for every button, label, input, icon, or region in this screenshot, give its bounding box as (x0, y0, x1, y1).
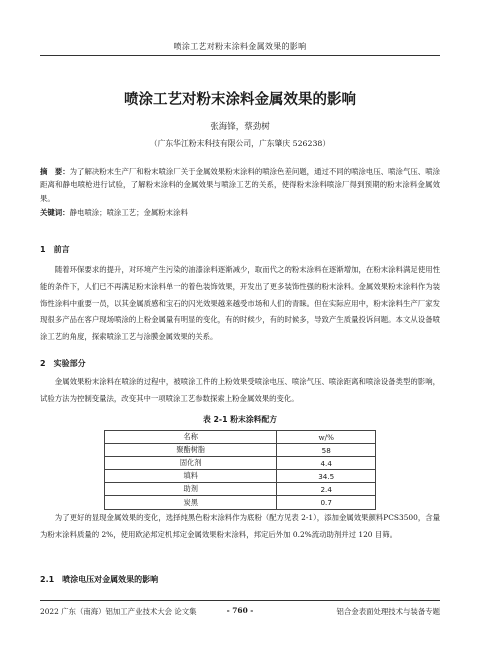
paper-title: 喷涂工艺对粉末涂料金属效果的影响 (124, 92, 356, 108)
table-cell-name: 聚酯树脂 (105, 444, 277, 457)
table-row (105, 483, 376, 496)
page-number: - 760 - (226, 606, 254, 615)
footer-topic: 铝合金表面处理技术与装备专题 (336, 607, 440, 616)
keywords-label: 关键词： (40, 208, 70, 217)
table-cell-value: 2.4 (277, 483, 376, 496)
authors: 张海锋，蔡劲树 (210, 122, 270, 132)
table-cell-value: 58 (277, 444, 376, 457)
table-cell-name: 助剂 (105, 483, 277, 496)
table-cell-value: 0.7 (277, 496, 376, 509)
table-row (105, 444, 376, 457)
table-header-row (105, 431, 376, 444)
materials-paragraph: 为了更好的显现金属效果的变化，选择纯黑色粉末涂料作为底粉（配方见表 2-1），添加金属效果颜料PCS3500，含量为粉末涂料质量的 2%，使用欧泌邦定机邦定金属效果粉末涂料，邦定后外加 0.2%流动助剂并过 120 目筛。 (40, 513, 440, 539)
table-caption: 表 2-1 粉末涂料配方 (202, 415, 278, 424)
table-row (105, 457, 376, 470)
running-head: 喷涂工艺对粉末涂料金属效果的影响 (173, 42, 307, 51)
keywords-text: 静电喷涂；喷涂工艺；金属粉末涂料 (69, 208, 188, 217)
header-rule (40, 55, 440, 56)
affiliation: （广东华江粉末科技有限公司，广东肇庆 526238） (149, 139, 331, 148)
abstract-text: 为了解决粉末生产厂和粉末喷涂厂关于金属效果粉末涂料的喷涂色差问题，通过不同的喷涂电压、喷涂气压、喷涂距离和静电喷枪进行试验，了解粉末涂料的金属效果与喷涂工艺的关系，使得粉末涂料喷涂厂得到预期的粉末涂料金属效果。 (40, 167, 440, 203)
footer-proceedings: 2022 广东（南海）铝加工产业技术大会 论文集 (40, 607, 197, 616)
section-heading-voltage: 2.1 喷涂电压对金属效果的影响 (40, 575, 159, 584)
introduction-paragraph: 随着环保要求的提升，对环境产生污染的油漆涂料逐渐减少，取而代之的粉末涂料在逐渐增加，在粉末涂料满足使用性能的条件下，人们已不再满足粉末涂料单一的着色装饰效果，开发出了更多装饰性强的粉末涂料。金属效果粉末涂料作为装饰性涂料中重要一员，以其金属质感和宝石的闪光效果越来越受市场和人们的青睐。但在实际应用中，粉末涂料生产厂家发现很多产品在客户现场喷涂的上粉金属量有明显的变化，有的时候少，有的时候多，导致产生质量投诉问题。本文从设备喷涂工艺的角度，探索喷涂工艺与涂膜金属效果的关系。 (40, 265, 440, 342)
table-cell-value: 4.4 (277, 457, 376, 470)
table-header-mass-fraction: w/% (277, 431, 376, 444)
experiment-paragraph: 金属效果粉末涂料在喷涂的过程中，被喷涂工件的上粉效果受喷涂电压、喷涂气压、喷涂距离和喷涂设备类型的影响，试验方法为控制变量法，改变其中一项喷涂工艺参数探索上粉金属效果的变化。 (40, 377, 440, 403)
table-cell-name: 固化剂 (105, 457, 277, 470)
table-row (105, 496, 376, 509)
table-row (105, 470, 376, 483)
section-heading-introduction: 1 前言 (40, 245, 70, 254)
abstract (40, 165, 440, 205)
table-cell-name: 填料 (105, 470, 277, 483)
formula-table (104, 430, 376, 510)
abstract-label: 摘 要： (40, 167, 70, 176)
table-cell-value: 34.5 (277, 470, 376, 483)
table-header-name: 名称 (105, 431, 277, 444)
footer-rule (40, 600, 440, 601)
table-cell-name: 炭黑 (105, 496, 277, 509)
section-heading-experiment: 2 实验部分 (40, 359, 86, 368)
keywords (40, 207, 440, 219)
